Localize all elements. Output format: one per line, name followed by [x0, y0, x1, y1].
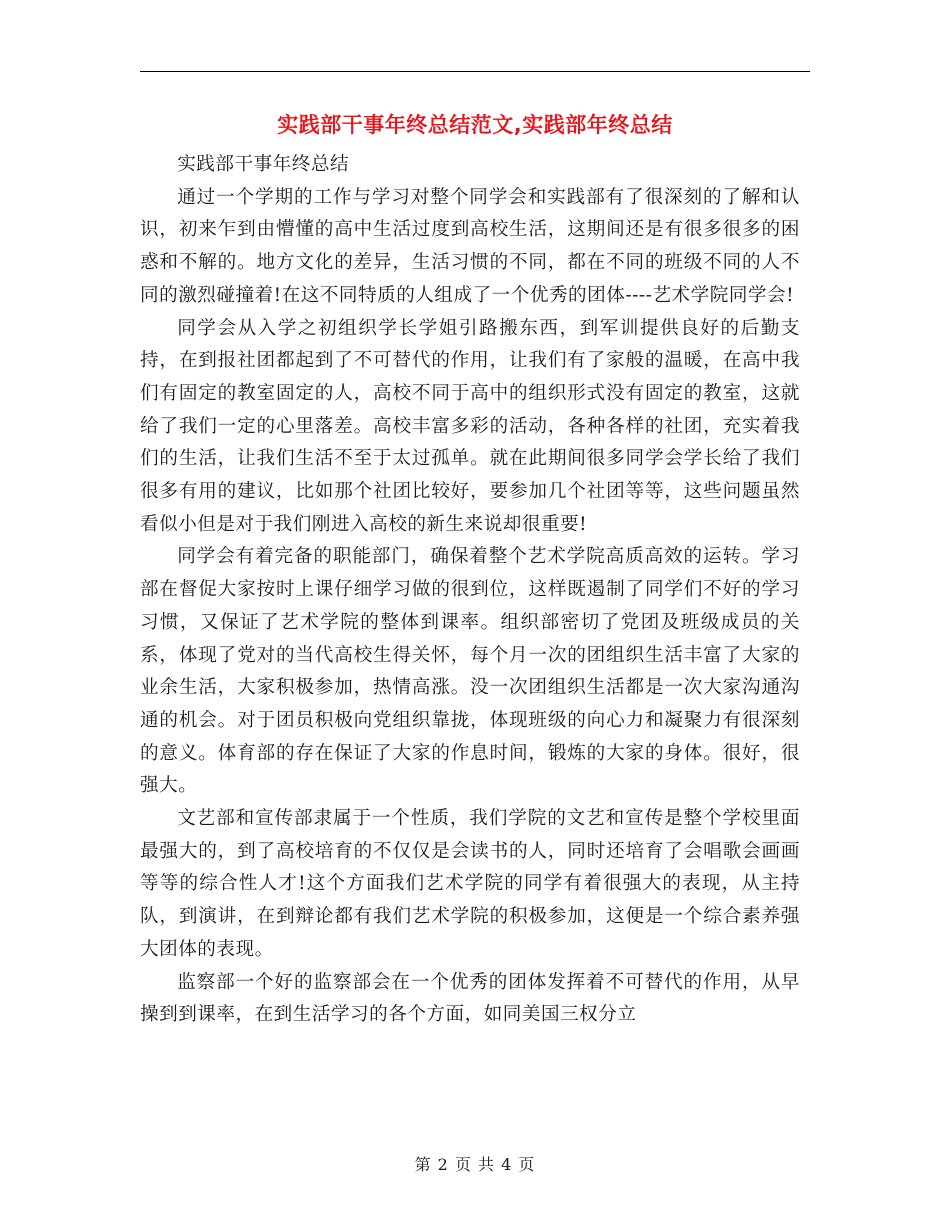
body-paragraph: 同学会有着完备的职能部门，确保着整个艺术学院高质高效的运转。学习部在督促大家按时上课仔细学习做的很到位，这样既遏制了同学们不好的学习习惯，又保证了艺术学院的整体到课率。组织部密切了党团及班级成员的关系，体现了党对的当代高校生得关怀，每个月一次的团组织生活丰富了大家的业余生活，大家积极参加，热情高涨。没一次团组织生活都是一次大家沟通沟通的机会。对于团员积极向党组织靠拢，体现班级的向心力和凝聚力有很深刻的意义。体育部的存在保证了大家的作息时间，锻炼的大家的身体。很好，很强大。 — [140, 546, 800, 797]
subtitle-paragraph: 实践部干事年终总结 — [177, 154, 350, 175]
header-rule — [140, 71, 810, 72]
document-title: 实践部干事年终总结范文,实践部年终总结 — [277, 113, 673, 137]
body-paragraph: 通过一个学期的工作与学习对整个同学会和实践部有了很深刻的了解和认识，初来乍到由懵懂的高中生活过度到高校生活，这期间还是有很多很多的困惑和不解的。地方文化的差异，生活习惯的不同，都在不同的班级不同的人不同的激烈碰撞着!在这不同特质的人组成了一个优秀的团体----艺术学院同学会! — [140, 186, 800, 306]
document-body — [140, 149, 800, 1032]
body-paragraph: 同学会从入学之初组织学长学姐引路搬东西，到军训提供良好的后勤支持，在到报社团都起到了不可替代的作用，让我们有了家般的温暖，在高中我们有固定的教室固定的人，高校不同于高中的组织形式没有固定的教室，这就给了我们一定的心里落差。高校丰富多彩的活动，各种各样的社团，充实着我们的生活，让我们生活不至于太过孤单。就在此期间很多同学会学长给了我们很多有用的建议，比如那个社团比较好，要参加几个社团等等，这些问题虽然看似小但是对于我们刚进入高校的新生来说却很重要! — [140, 317, 800, 535]
page-number-footer: 第 2 页 共 4 页 — [414, 1155, 536, 1174]
body-paragraph: 文艺部和宣传部隶属于一个性质，我们学院的文艺和宣传是整个学校里面最强大的，到了高校培育的不仅仅是会读书的人，同时还培育了会唱歌会画画等等的综合性人才!这个方面我们艺术学院的同学有着很强大的表现，从主持队，到演讲，在到辩论都有我们艺术学院的积极参加，这便是一个综合素养强大团体的表现。 — [140, 808, 800, 960]
body-paragraph: 监察部一个好的监察部会在一个优秀的团体发挥着不可替代的作用，从早操到到课率，在到生活学习的各个方面，如同美国三权分立 — [140, 971, 800, 1026]
